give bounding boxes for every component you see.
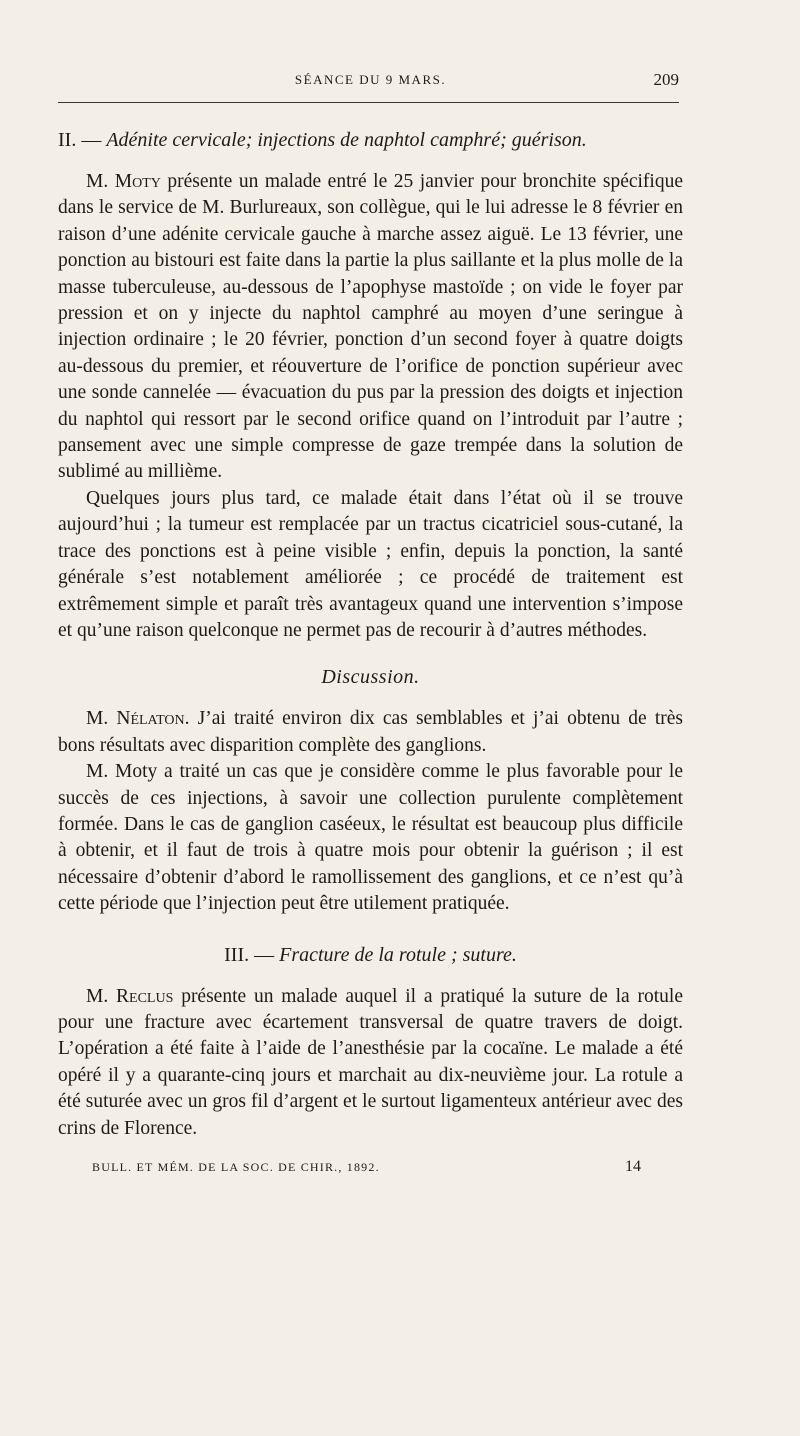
- section-number: II. —: [58, 129, 107, 151]
- section-title: Adénite cervicale; injections de naphtol camphré; guérison.: [106, 129, 587, 151]
- running-header: [58, 62, 683, 94]
- discussion-heading: Discussion.: [321, 666, 420, 689]
- paragraph-reclus: [58, 984, 683, 1142]
- section-heading-2: [58, 127, 683, 153]
- paragraph-followup: [58, 486, 683, 644]
- paragraph-text: présente un malade auquel il a pratiqué la suture de la rotule pour une fracture avec écartement transversal de quatre travers de doigt. L’opération a été faite à l’aide de l’anesthésie par la cocaïne. Le malade a été opéré il y a quarante-cinq jours et marchait au dix-neuvième jour. La rotule a été suturée avec un gros fil d’argent et le surtout ligamenteux antérieur avec des crins de Florence.: [58, 985, 683, 1139]
- paragraph-nelaton-cont: [58, 759, 683, 917]
- paragraph-text: M. Moty a traité un cas que je considère comme le plus favorable pour le succès de ces injections, à savoir une collection purulente complètement formée. Dans le cas de ganglion caséeux, le résultat est beaucoup plus difficile à obtenir, et il faut de trois à quatre mois pour obtenir la guérison ; il est nécessaire d’obtenir d’abord le ramollissement des ganglions, et ce n’est qu’à cette période que l’injection peut être utilement pratiquée.: [58, 761, 683, 915]
- paragraph-text: présente un malade entré le 25 janvier pour bronchite spécifique dans le service de M. Burlureaux, son collègue, qui le lui adresse le 8 février en raison d’une adénite cervicale gauche à marche assez aiguë. Le 13 février, une ponction au bistouri est faite dans la partie la plus saillante et la plus molle de la masse tuberculeuse, au-dessous de l’apophyse mastoïde ; on vide le foyer par pression et on y injecte du naphtol camphré au moyen d’une seringue à injection ordinaire ; le 20 février, ponction d’un second foyer à quatre doigts au-dessous du premier, et réouverture de l’orifice de ponction supérieur avec une sonde cannelée — évacuation du pus par la pression des doigts et injection du naphtol qui ressort par le second orifice quand on l’introduit par l’autre ; pansement avec une simple compresse de gaze trempée dans la solution de sublimé au millième.: [58, 171, 683, 483]
- page: [58, 62, 683, 1180]
- section-number: III. —: [224, 943, 280, 966]
- paragraph-text: . J’ai traité environ dix cas semblables et j’ai obtenu de très bons résultats avec disparition complète des ganglions.: [58, 708, 683, 756]
- signature-mark: 14: [625, 1158, 641, 1175]
- paragraph-moty: [58, 169, 683, 486]
- section-heading-3: [58, 942, 683, 968]
- header-rule: [58, 102, 679, 103]
- paragraph-text: Quelques jours plus tard, ce malade était dans l’état où il se trouve aujourd’hui ; la tumeur est remplacée par un tractus cicatriciel sous-cutané, la trace des ponctions est à peine visible ; enfin, depuis la ponction, la santé générale s’est notablement améliorée ; ce procédé de traitement est extrêmement simple et paraît très avantageux quand une intervention s’impose et qu’une raison quelconque ne permet pas de recourir à d’autres méthodes.: [58, 487, 683, 641]
- section-title: Fracture de la rotule ; suture.: [279, 943, 517, 966]
- page-footer: [58, 1156, 683, 1180]
- speaker-name: M. Reclus: [86, 985, 174, 1007]
- page-number: 209: [653, 70, 679, 89]
- journal-citation: BULL. ET MÉM. DE LA SOC. DE CHIR., 1892.: [92, 1160, 380, 1174]
- paragraph-nelaton: [58, 706, 683, 759]
- speaker-name: M. Nélaton: [86, 708, 185, 730]
- speaker-name: M. Moty: [86, 171, 161, 192]
- running-title: SÉANCE DU 9 MARS.: [294, 72, 447, 87]
